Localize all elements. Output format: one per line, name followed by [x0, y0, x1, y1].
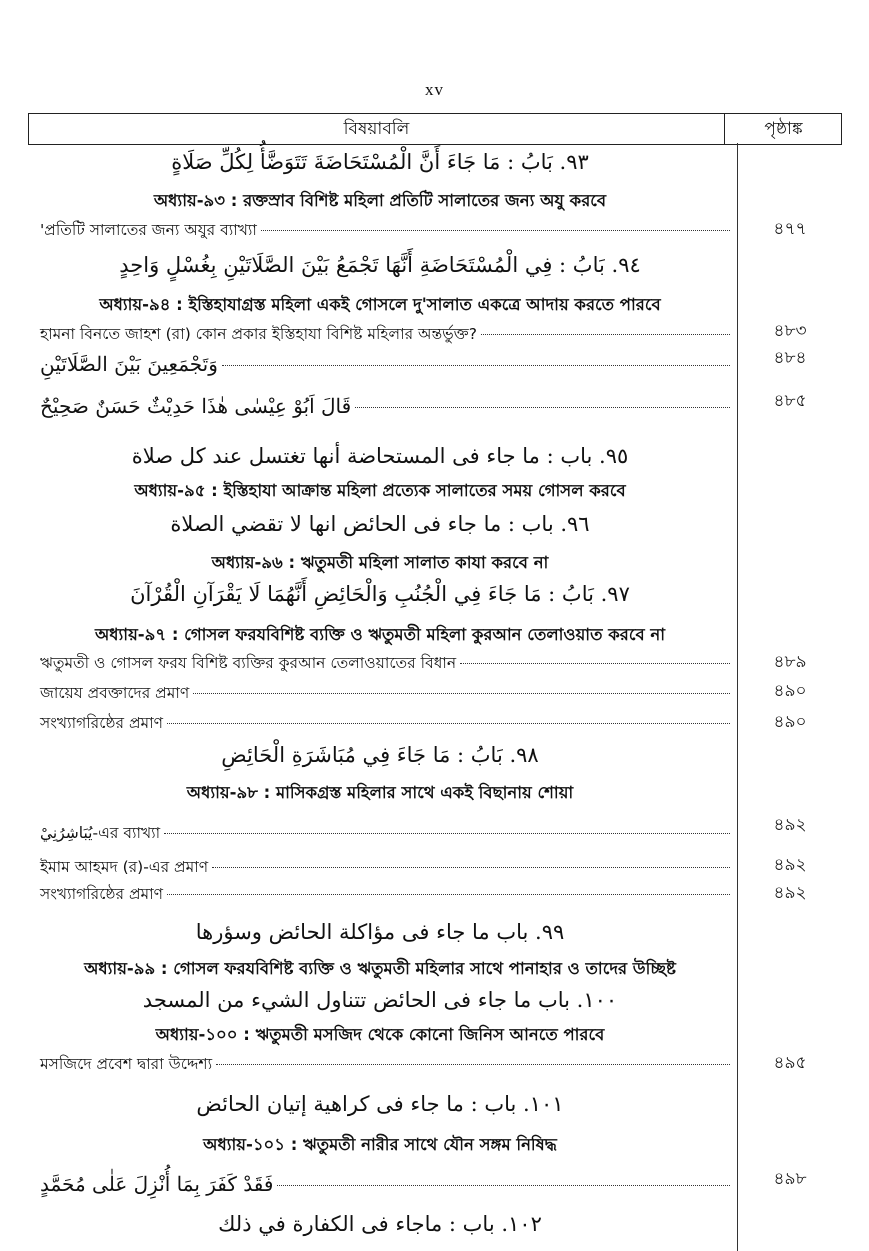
chapter-heading: অধ্যায়-৯৬ : ঋতুমতী মহিলা সালাত কাযা করবে না — [211, 553, 549, 572]
toc-entry-page: ৪৯২ — [773, 815, 807, 835]
leader-dots — [355, 406, 730, 408]
leader-dots — [460, 662, 730, 664]
toc-entry[interactable] — [40, 1172, 730, 1196]
toc-entry-page: ৪৮৩ — [773, 321, 807, 341]
leader-dots — [261, 229, 730, 231]
toc-entry-text: قَالَ اَبُوْ عِيْسٰى هٰذَا حَدِيْثٌ حَسَنٌ صَحِيْحٌ — [40, 394, 352, 418]
toc-entry-page: ৪৭৭ — [773, 219, 807, 239]
toc-entry-page: ৪৮৪ — [773, 348, 807, 368]
toc-entry[interactable] — [40, 352, 730, 376]
toc-entry-text: সংখ্যাগরিষ্ঠের প্রমাণ — [40, 714, 164, 732]
chapter-heading: অধ্যায়-১০১ : ঋতুমতী নারীর সাথে যৌন সঙ্গম নিষিদ্ধ — [203, 1135, 557, 1154]
chapter-heading: অধ্যায়-৯৮ : মাসিকগ্রস্ত মহিলার সাথে একই বিছানায় শোয়া — [186, 783, 574, 802]
toc-entry-text: ইমাম আহমদ (র)-এর প্রমাণ — [40, 858, 209, 876]
chapter-arabic-title: ٩٨. بَابُ : مَا جَاءَ فِي مُبَاشَرَةِ الْحَائِضِ — [221, 743, 539, 767]
toc-entry-text: জায়েয প্রবক্তাদের প্রমাণ — [40, 684, 190, 702]
chapter-heading: অধ্যায়-৯৪ : ইস্তিহাযাগ্রস্ত মহিলা একই গোসলে দু'সালাত একত্রে আদায় করতে পারবে — [99, 295, 661, 314]
toc-entry-page: ৪৯৫ — [773, 1053, 807, 1073]
chapter-arabic-title: ٩٦. باب : ما جاء فى الحائض انها لا تقضي الصلاة — [170, 512, 590, 536]
chapter-heading: অধ্যায়-৯৭ : গোসল ফরযবিশিষ্ট ব্যক্তি ও ঋতুমতী মহিলা কুরআন তেলাওয়াত করবে না — [94, 625, 666, 644]
toc-entry[interactable] — [40, 651, 730, 677]
toc-entry-text: يُبَاشِرُنِيْ-এর ব্যাখ্যা — [40, 824, 161, 842]
toc-entry-page: ৪৯০ — [773, 681, 807, 701]
toc-entry-text: ঋতুমতী ও গোসল ফরয বিশিষ্ট ব্যক্তির কুরআন তেলাওয়াতের বিধান — [40, 654, 457, 672]
page-number: xv — [425, 80, 444, 99]
toc-entry-page: ৪৯২ — [773, 855, 807, 875]
chapter-arabic-title: ١٠١. باب : ما جاء فى كراهية إتيان الحائض — [196, 1092, 564, 1116]
toc-header — [28, 113, 842, 145]
chapter-arabic-title: ١٠٠. باب ما جاء فى الحائض تتناول الشيء من المسجد — [142, 988, 618, 1012]
toc-entry-text: 'প্রতিটি সালাতের জন্য অযুর ব্যাখ্যা — [40, 221, 257, 239]
chapter-heading: অধ্যায়-১০০ : ঋতুমতী মসজিদ থেকে কোনো জিনিস আনতে পারবে — [155, 1025, 605, 1044]
toc-entry-page: ৪৯২ — [773, 883, 807, 903]
toc-entry[interactable] — [40, 855, 730, 881]
leader-dots — [167, 722, 730, 724]
chapter-arabic-title: ٩٣. بَابُ : مَا جَاءَ أَنَّ الْمُسْتَحَاضَةَ تَتَوَضَّأُ لِكُلِّ صَلَاةٍ — [171, 150, 589, 174]
leader-dots — [216, 1063, 730, 1065]
toc-entry[interactable] — [40, 882, 730, 908]
leader-dots — [167, 893, 730, 895]
chapter-arabic-title: ٩٩. باب ما جاء فى مؤاكلة الحائض وسؤرها — [195, 920, 565, 944]
toc-entry[interactable] — [40, 821, 730, 847]
leader-dots — [193, 692, 730, 694]
toc-entry[interactable] — [40, 681, 730, 707]
leader-dots — [212, 866, 730, 868]
leader-dots — [164, 832, 730, 834]
leader-dots — [277, 1184, 730, 1186]
toc-entry[interactable] — [40, 1052, 730, 1078]
toc-entry-text: মসজিদে প্রবেশ দ্বারা উদ্দেশ্য — [40, 1055, 213, 1073]
toc-entry-page: ৪৮৫ — [773, 391, 807, 411]
chapter-heading: অধ্যায়-৯৫ : ইস্তিহাযা আক্রান্ত মহিলা প্রত্যেক সালাতের সময় গোসল করবে — [134, 481, 626, 500]
toc-entry-text: হামনা বিনতে জাহশ (রা) কোন প্রকার ইস্তিহাযা বিশিষ্ট মহিলার অন্তর্ভুক্ত? — [40, 325, 477, 343]
toc-entry[interactable] — [40, 322, 730, 348]
topics-column-header: বিষয়াবলি — [343, 119, 410, 139]
page-column-divider — [737, 143, 738, 1251]
toc-entry[interactable] — [40, 711, 730, 737]
toc-entry[interactable] — [40, 394, 730, 418]
chapter-arabic-title: ١٠٢. باب : ماجاء فى الكفارة في ذلك — [218, 1212, 542, 1236]
chapter-heading: অধ্যায়-৯৩ : রক্তস্রাব বিশিষ্ট মহিলা প্রতিটি সালাতের জন্য অযু করবে — [153, 191, 607, 210]
chapter-heading: অধ্যায়-৯৯ : গোসল ফরযবিশিষ্ট ব্যক্তি ও ঋতুমতী মহিলার সাথে পানাহার ও তাদের উচ্ছিষ্ট — [84, 959, 676, 978]
leader-dots — [481, 333, 730, 335]
toc-entry-text: সংখ্যাগরিষ্ঠের প্রমাণ — [40, 885, 164, 903]
page-column-header: পৃষ্ঠাঙ্ক — [724, 114, 842, 144]
chapter-arabic-title: ٩٥. باب : ما جاء فى المستحاضة أنها تغتسل عند كل صلاة — [131, 444, 629, 468]
toc-entry-text: وَتَجْمَعِينَ بَيْنَ الصَّلَاتَيْنِ — [40, 352, 218, 376]
toc-entry-page: ৪৯৮ — [773, 1169, 807, 1189]
chapter-arabic-title: ٩٧. بَابُ : مَا جَاءَ فِي الْجُنُبِ وَالْحَائِضِ أَنَّهُمَا لَا يَقْرَآنِ الْقُرْآنَ — [130, 582, 630, 606]
leader-dots — [222, 364, 730, 366]
toc-entry[interactable] — [40, 218, 730, 244]
toc-entry-page: ৪৮৯ — [773, 652, 807, 672]
toc-entry-text: فَقَدْ كَفَرَ بِمَا أُنْزِلَ عَلٰى مُحَمَّدٍ — [40, 1172, 274, 1196]
toc-entry-page: ৪৯০ — [773, 712, 807, 732]
chapter-arabic-title: ٩٤. بَابُ : فِي الْمُسْتَحَاضَةِ أَنَّهَا تَجْمَعُ بَيْنَ الصَّلَاتَيْنِ بِغُسْلٍ وَاحِدٍ — [119, 253, 641, 277]
